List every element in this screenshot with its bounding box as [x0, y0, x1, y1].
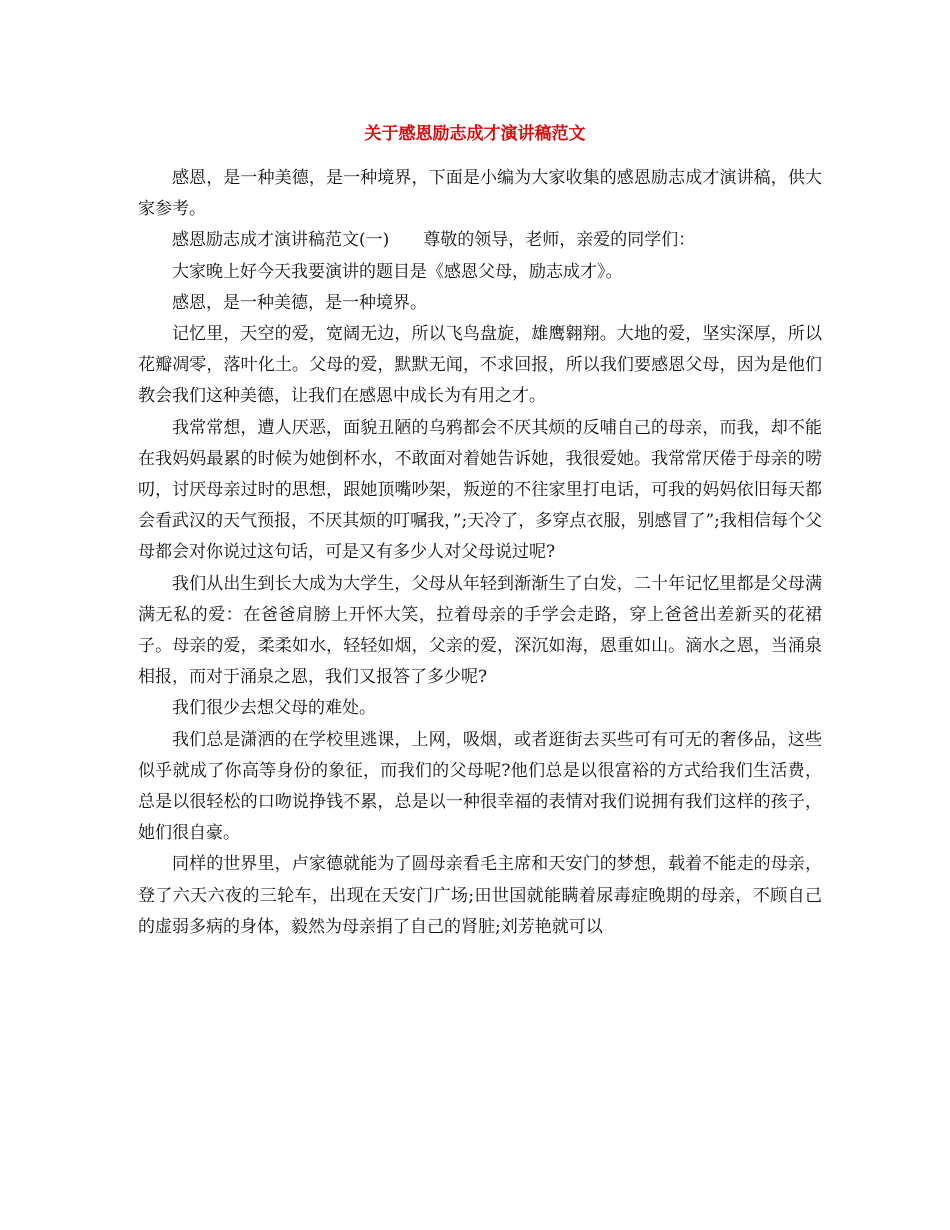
paragraph-examples: 同样的世界里，卢家德就能为了圆母亲看毛主席和天安门的梦想，载着不能走的母亲，登了六天六夜的三轮车，出现在天安门广场;田世国就能瞒着尿毒症晚期的母亲，不顾自己的虚弱多病的身体，毅然为母亲捐了自己的肾脏;刘芳艳就可以 — [138, 854, 822, 937]
paragraph-intro: 感恩，是一种美德，是一种境界，下面是小编为大家收集的感恩励志成才演讲稿，供大家参考。 — [138, 168, 822, 220]
paragraph-crow: 我常常想，遭人厌恶，面貌丑陋的乌鸦都会不厌其烦的反哺自己的母亲，而我，却不能在我妈妈最累的时候为她倒杯水，不敢面对着她告诉她，我很爱她。我常常厌倦于母亲的唠叨，讨厌母亲过时的思想，跟她顶嘴吵架，叛逆的不往家里打电话，可我的妈妈依旧每天都会看武汉的天气预报，不厌其烦的叮嘱我，”;天冷了，多穿点衣服，别感冒了”;我相信每个父母都会对你说过这句话，可是又有多少人对父母说过呢? — [138, 417, 822, 563]
paragraph-topic: 大家晚上好今天我要演讲的题目是《感恩父母，励志成才》。 — [172, 261, 623, 282]
paragraph-parents-hardship: 我们很少去想父母的难处。 — [172, 698, 376, 719]
paragraph-gratitude-virtue: 感恩，是一种美德，是一种境界。 — [172, 292, 427, 313]
document-body — [138, 163, 822, 943]
document-title: 关于感恩励志成才演讲稿范文 — [364, 124, 586, 144]
paragraph-school-life: 我们总是潇洒的在学校里逃课，上网，吸烟，或者逛街去买些可有可无的奢侈品，这些似乎就成了你高等身份的象征，而我们的父母呢?他们总是以很富裕的方式给我们生活费，总是以很轻松的口吻说挣钱不累，总是以一种很幸福的表情对我们说拥有我们这样的孩子，她们很自豪。 — [138, 729, 822, 844]
paragraph-memory: 记忆里，天空的爱，宽阔无边，所以飞鸟盘旋，雄鹰翱翔。大地的爱，坚实深厚，所以花瓣凋零，落叶化土。父母的爱，默默无闻，不求回报，所以我们要感恩父母，因为是他们教会我们这种美德，让我们在感恩中成长为有用之才。 — [138, 324, 822, 407]
paragraph-growing-up: 我们从出生到长大成为大学生，父母从年轻到渐渐生了白发，二十年记忆里都是父母满满无私的爱：在爸爸肩膀上开怀大笑，拉着母亲的手学会走路，穿上爸爸出差新买的花裙子。母亲的爱，柔柔如水，轻轻如烟，父亲的爱，深沉如海，恩重如山。滴水之恩，当涌泉相报，而对于涌泉之恩，我们又报答了多少呢? — [138, 573, 822, 688]
paragraph-greeting: 感恩励志成才演讲稿范文(一) 尊敬的领导，老师，亲爱的同学们： — [172, 230, 696, 251]
